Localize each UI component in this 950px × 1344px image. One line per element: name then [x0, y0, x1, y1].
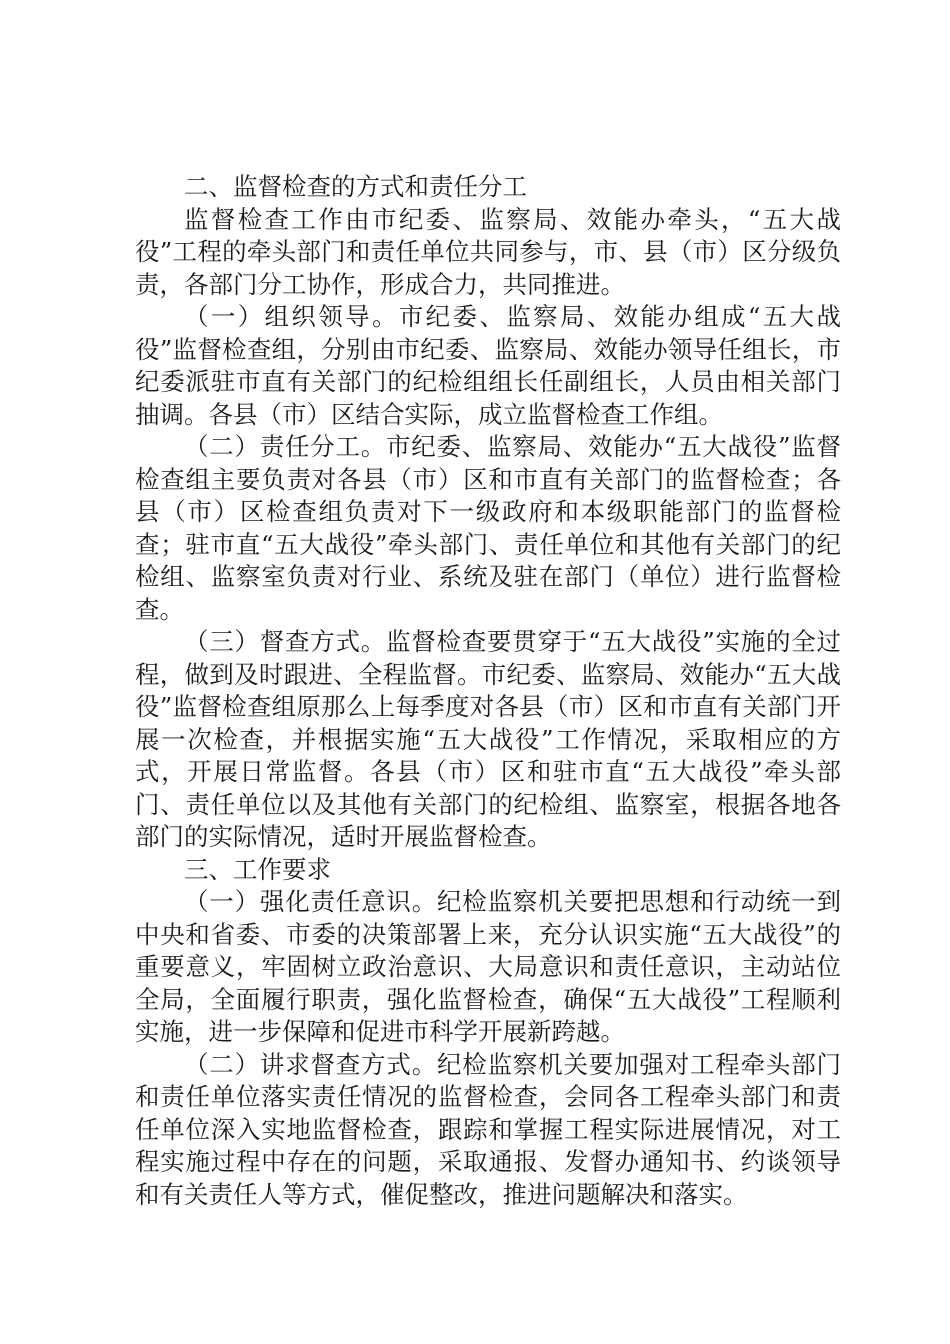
paragraph-inspection-approach: （二）讲求督查方式。纪检监察机关要加强对工程牵头部门和责任单位落实责任情况的监督检查，会同各工程牵头部门和责任单位深入实地监督检查，跟踪和掌握工程实际进展情况，对工程实施过程中存在的问题，采取通报、发督办通知书、约谈领导和有关责任人等方式，催促整改，推进问题解决和落实。 — [135, 1049, 841, 1209]
paragraph-intro: 监督检查工作由市纪委、监察局、效能办牵头，“五大战役”工程的牵头部门和责任单位共同参与，市、县（市）区分级负责，各部门分工协作，形成合力，共同推进。 — [135, 204, 841, 299]
paragraph-inspection-method: （三）督查方式。监督检查要贯穿于“五大战役”实施的全过程，做到及时跟进、全程监督。市纪委、监察局、效能办“五大战役”监督检查组原那么上每季度对各县（市）区和市直有关部门开展一次检查，并根据实施“五大战役”工作情况，采取相应的方式，开展日常监督。各县（市）区和驻市直“五大战役”牵头部门、责任单位以及其他有关部门的纪检组、监察室，根据各地各部门的实际情况，适时开展监督检查。 — [135, 627, 841, 851]
paragraph-responsibility-awareness: （一）强化责任意识。纪检监察机关要把思想和行动统一到中央和省委、市委的决策部署上来，充分认识实施“五大战役”的重要意义，牢固树立政治意识、大局意识和责任意识，主动站位全局，全面履行职责，强化监督检查，确保“五大战役”工程顺利实施，进一步保障和促进市科学开展新跨越。 — [135, 887, 841, 1046]
section-heading-2: 二、监督检查的方式和责任分工 — [184, 172, 527, 201]
section-heading-3: 三、工作要求 — [184, 854, 331, 884]
document-body — [135, 171, 841, 1211]
paragraph-responsibility: （二）责任分工。市纪委、监察局、效能办“五大战役”监督检查组主要负责对各县（市）区和市直有关部门的监督检查；各县（市）区检查组负责对下一级政府和本级职能部门的监督检查；驻市直“五大战役”牵头部门、责任单位和其他有关部门的纪检组、监察室负责对行业、系统及驻在部门（单位）进行监督检查。 — [135, 432, 841, 624]
paragraph-organization: （一）组织领导。市纪委、监察局、效能办组成“五大战役”监督检查组，分别由市纪委、监察局、效能办领导任组长，市纪委派驻市直有关部门的纪检组组长任副组长，人员由相关部门抽调。各县（市）区结合实际，成立监督检查工作组。 — [135, 302, 841, 429]
